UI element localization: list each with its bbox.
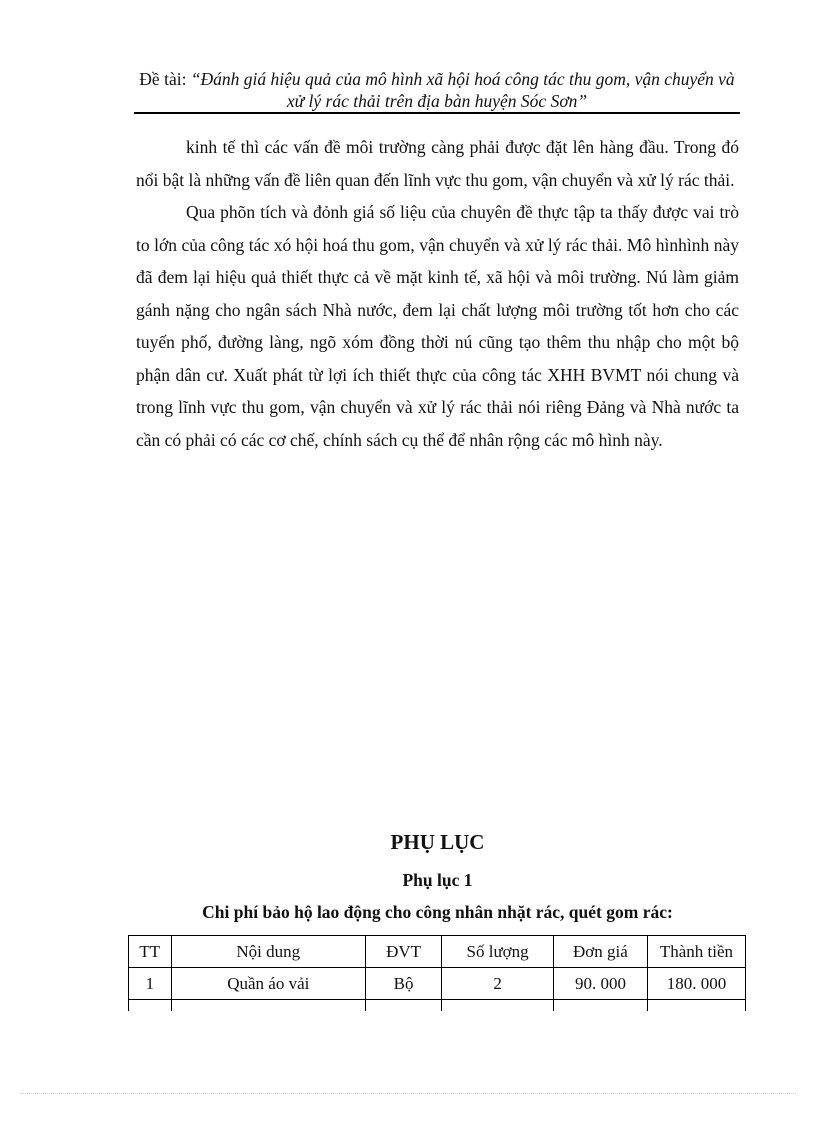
table-header-row bbox=[129, 936, 746, 968]
header-content: Nội dung bbox=[171, 936, 365, 968]
header-tt: TT bbox=[129, 936, 172, 968]
cell-cut bbox=[647, 1000, 745, 1012]
cell-cut bbox=[365, 1000, 441, 1012]
cell-cut bbox=[442, 1000, 554, 1012]
paragraph-1: kinh tế thì các vấn đề môi trường càng phải được đặt lên hàng đầu. Trong đó nổi bật là những vấn đề liên quan đến lĩnh vực thu gom, vận chuyển và xử lý rác thải. bbox=[136, 137, 739, 190]
header-divider bbox=[134, 112, 740, 114]
page-header bbox=[134, 68, 740, 112]
header-total: Thành tiền bbox=[647, 936, 745, 968]
cell-cut bbox=[171, 1000, 365, 1012]
cost-table bbox=[128, 935, 746, 1011]
cell-total: 180. 000 bbox=[647, 968, 745, 1000]
cell-content: Quần áo vải bbox=[171, 968, 365, 1000]
header-quantity: Số lượng bbox=[442, 936, 554, 968]
cell-quantity: 2 bbox=[442, 968, 554, 1000]
cell-tt: 1 bbox=[129, 968, 172, 1000]
cell-cut bbox=[129, 1000, 172, 1012]
header-unit-price: Đơn giá bbox=[553, 936, 647, 968]
cell-unit-price: 90. 000 bbox=[553, 968, 647, 1000]
appendix-caption: Chi phí bảo hộ lao động cho công nhân nhặt rác, quét gom rác: bbox=[202, 902, 673, 922]
cost-table-container bbox=[128, 935, 748, 1011]
table-row bbox=[129, 968, 746, 1000]
cell-unit: Bộ bbox=[365, 968, 441, 1000]
header-title: “Đánh giá hiệu quả của mô hình xã hội hoá công tác thu gom, vận chuyển và xử lý rác thải trên địa bàn huyện Sóc Sơn” bbox=[190, 69, 735, 111]
table-row-partial bbox=[129, 1000, 746, 1012]
appendix-title: PHỤ LỤC bbox=[390, 830, 485, 854]
paragraph-2: Qua phõn tích và đỏnh giá số liệu của chuyên đề thực tập ta thấy được vai trò to lớn của công tác xó hội hoá thu gom, vận chuyển và xử lý rác thải. Mô hìnhình này đã đem lại hiệu quả thiết thực cả về mặt kinh tế, xã hội và môi trường. Nú làm giảm gánh nặng cho ngân sách Nhà nước, đem lại chất lượng môi trường tốt hơn cho các tuyến phố, đường làng, ngõ xóm đồng thời nú cũng tạo thêm thu nhập cho một bộ phận dân cư. Xuất phát từ lợi ích thiết thực của công tác XHH BVMT nói chung và trong lĩnh vực thu gom, vận chuyển và xử lý rác thải nói riêng Đảng và Nhà nước ta cần có phải có các cơ chế, chính sách cụ thể để nhân rộng các mô hình này. bbox=[136, 202, 739, 450]
header-lead: Đề tài: bbox=[139, 69, 187, 89]
body-text bbox=[136, 131, 739, 456]
page-bottom-divider bbox=[20, 1093, 796, 1094]
appendix-subtitle: Phụ lục 1 bbox=[402, 870, 473, 890]
cell-cut bbox=[553, 1000, 647, 1012]
header-unit: ĐVT bbox=[365, 936, 441, 968]
